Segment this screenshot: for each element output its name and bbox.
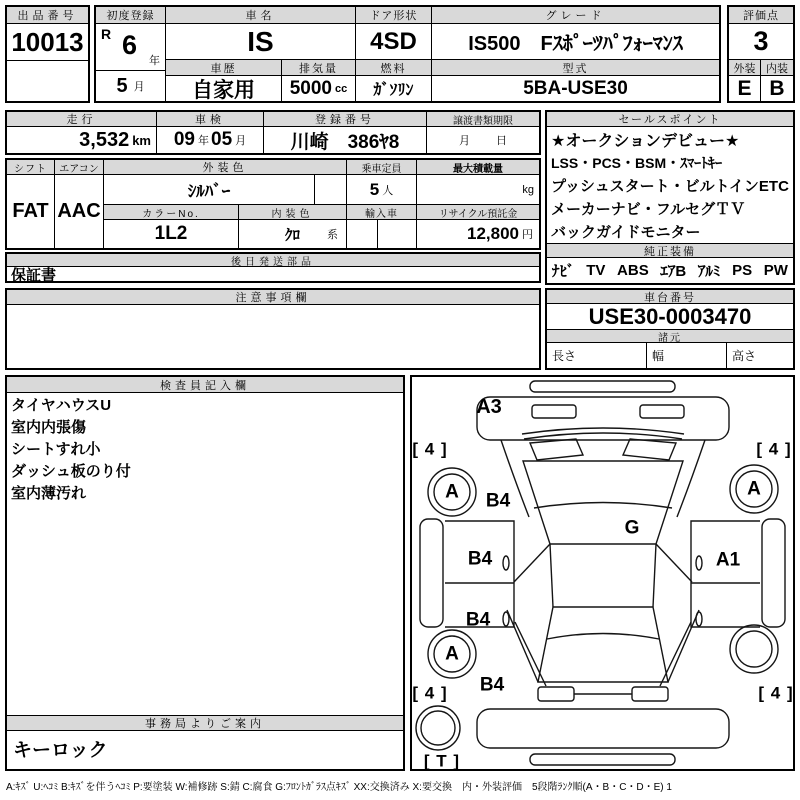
- mileage-row-box: [5, 110, 541, 155]
- shift-value: FAT: [7, 175, 55, 248]
- shaken-cell: [157, 127, 264, 153]
- inspector-note-line: 室内薄汚れ: [11, 485, 87, 502]
- score-box: [727, 5, 795, 103]
- tire-depth-mark-front-left: [ 4 ]: [412, 439, 448, 459]
- grade-value: IS500 Fｽﾎﾟｰﾂﾊﾟﾌｫｰﾏﾝｽ: [432, 24, 719, 60]
- office-notice-title: 事務局よりご案内: [7, 715, 403, 731]
- inspector-note-line: 室内内張傷: [11, 419, 87, 436]
- color-no-value: 1L2: [104, 220, 239, 248]
- car-name-label: 車名: [166, 7, 356, 24]
- exterior-color-value: ｼﾙﾊﾞｰ: [104, 175, 315, 205]
- mileage-unit: km: [132, 132, 151, 148]
- caution-notes-value: [7, 305, 539, 368]
- equipment-items: [547, 258, 793, 283]
- interior-color-cell: [239, 220, 347, 248]
- capacity-cell: [347, 175, 417, 205]
- registration-number-label: 登録番号: [264, 112, 427, 127]
- tire-depth-mark-rear-right: [ 4 ]: [758, 683, 794, 703]
- first-registration-year-cell: [96, 24, 166, 71]
- exterior-color-subcell: [315, 175, 347, 205]
- damage-mark-wheel-front-left: A: [445, 481, 459, 503]
- shaken-label: 車検: [157, 112, 264, 127]
- inspector-note-line: ダッシュ板のり付: [11, 463, 131, 480]
- interior-color-value: ｸﾛ: [284, 226, 300, 244]
- damage-legend: A:ｷｽﾞ U:ﾍｺﾐ B:ｷｽﾞを伴うﾍｺﾐ P:要塗装 W:補修跡 S:錆 C:腐食 G:ﾌﾛﾝﾄｶﾞﾗｽ点ｷｽﾞ XX:交換済み X:要交換 内・外装評価 5段階ﾗﾝｸ順(A・B・C・D・E) 1: [6, 782, 672, 793]
- interior-grade-value: B: [769, 76, 785, 100]
- car-name-value: IS: [166, 24, 356, 60]
- year-unit: 年: [149, 55, 160, 67]
- max-load-unit: kg: [522, 183, 534, 196]
- displacement-unit: cc: [335, 82, 348, 95]
- model-code-label: 型式: [432, 60, 719, 76]
- exterior-grade-label: 外装: [729, 60, 761, 76]
- chassis-title: 車台番号: [547, 290, 793, 304]
- recycle-deposit-value: 12,800: [467, 224, 519, 243]
- color-no-label: カラーNo.: [104, 205, 239, 220]
- history-value: 自家用: [166, 76, 282, 101]
- vehicle-header-table: [94, 5, 721, 103]
- first-registration-label: 初度登録: [96, 7, 166, 24]
- length-label: 長さ: [547, 343, 647, 368]
- import-car-cell: [347, 220, 417, 248]
- damage-mark-door-front-right: A1: [715, 549, 741, 571]
- door-shape-label: ドア形状: [356, 7, 432, 24]
- shaken-month: 05: [211, 129, 233, 150]
- tire-depth-mark-front-right: [ 4 ]: [756, 439, 792, 459]
- shaken-year: 09: [173, 129, 195, 150]
- equipment-item: ｴｱB: [660, 263, 687, 280]
- recycle-deposit-cell: [417, 220, 539, 248]
- spare-tire-mark: [ T ]: [423, 751, 461, 771]
- registration-number-value: 川崎 386ﾔ8: [264, 127, 427, 153]
- aircon-value: AAC: [55, 175, 104, 248]
- equipment-item: ABS: [617, 262, 649, 279]
- sales-point-line: プッシュスタート・ビルトインETC: [551, 178, 789, 195]
- lot-number-label: 出品番号: [7, 7, 88, 24]
- capacity-label: 乗車定員: [347, 160, 417, 175]
- lot-number-value: 10013: [7, 24, 88, 61]
- grade-label: グレード: [432, 7, 719, 24]
- later-parts-value: 保証書: [11, 266, 57, 284]
- first-registration-month: 5: [116, 74, 128, 97]
- equipment-item: PS: [732, 262, 753, 279]
- interior-grade-label: 内装: [761, 60, 793, 76]
- damage-mark-wheel-rear-left: A: [445, 643, 459, 665]
- displacement-label: 排気量: [282, 60, 356, 76]
- sales-point-line: LSS・PCS・BSM・ｽﾏｰﾄｷｰ: [551, 154, 723, 171]
- shift-label: シフト: [7, 160, 55, 175]
- inspector-notes: [11, 395, 399, 713]
- shaken-year-unit: 年: [198, 135, 209, 147]
- model-code-value: 5BA-USE30: [523, 77, 628, 99]
- transfer-deadline-cell: [427, 127, 539, 153]
- damage-mark-front-bumper: A3: [476, 396, 502, 418]
- score-label: 評価点: [729, 7, 793, 24]
- office-notice-value: キーロック: [13, 740, 108, 761]
- door-shape-value: 4SD: [356, 24, 432, 60]
- first-registration-month-cell: [96, 71, 166, 101]
- month-unit: 月: [133, 81, 145, 93]
- equipment-item: PW: [763, 262, 788, 279]
- color-spec-box: [5, 158, 541, 250]
- import-car-label: 輸入車: [347, 205, 417, 220]
- transfer-day-unit: 日: [496, 135, 507, 147]
- history-label: 車歴: [166, 60, 282, 76]
- chassis-value: USE30-0003470: [547, 304, 793, 330]
- sales-point-line: ★オークションデビュー★: [551, 133, 740, 150]
- interior-color-suffix: 系: [327, 229, 338, 241]
- tire-depth-mark-rear-left: [ 4 ]: [412, 683, 448, 703]
- fuel-value: ｶﾞｿﾘﾝ: [356, 76, 432, 101]
- first-registration-year: 6: [122, 30, 138, 60]
- sales-point-line: バックガイドモニター: [551, 224, 701, 241]
- later-parts-title: 後日発送部品: [7, 254, 539, 267]
- caution-notes-box: [5, 288, 541, 370]
- max-load-label: 最大積載量: [417, 160, 539, 175]
- fuel-label: 燃料: [356, 60, 432, 76]
- caution-notes-title: 注意事項欄: [7, 290, 539, 305]
- damage-mark-windshield: G: [624, 517, 640, 539]
- recycle-deposit-label: リサイクル預託金: [417, 205, 539, 220]
- mileage-cell: [7, 127, 157, 153]
- displacement-value: 5000: [289, 77, 333, 99]
- damage-mark-door-rear-left: B4: [465, 609, 491, 631]
- displacement-cell: [282, 76, 356, 101]
- exterior-grade-value: E: [729, 76, 761, 101]
- chassis-box: [545, 288, 795, 370]
- equipment-item: TV: [586, 262, 606, 279]
- equipment-title: 純正装備: [547, 243, 793, 258]
- damage-diagram-box: [410, 375, 795, 771]
- exterior-color-label: 外装色: [104, 160, 347, 175]
- max-load-cell: [417, 175, 539, 205]
- height-label: 高さ: [732, 349, 757, 363]
- width-label: 幅: [647, 343, 727, 368]
- shaken-month-unit: 月: [235, 135, 247, 147]
- inspector-note-line: タイヤハウスU: [11, 397, 112, 414]
- car-top-view-diagram: [412, 377, 793, 769]
- mileage-value: 3,532: [79, 128, 130, 151]
- inspector-note-line: シートすれ小: [11, 441, 101, 458]
- later-parts-box: [5, 252, 541, 283]
- sales-point-line: メーカーナビ・フルセグＴＶ: [551, 201, 746, 218]
- aircon-label: エアコン: [55, 160, 104, 175]
- equipment-item: ｱﾙﾐ: [697, 263, 721, 280]
- recycle-deposit-unit: 円: [522, 229, 533, 241]
- damage-mark-quarter-rear-left: B4: [479, 674, 505, 696]
- sales-points-box: [545, 110, 795, 285]
- capacity-unit: 人: [382, 184, 394, 197]
- interior-color-label: 内装色: [239, 205, 347, 220]
- inspector-box: [5, 375, 405, 771]
- damage-mark-door-front-left: B4: [467, 548, 493, 570]
- damage-mark-fender-front-left: B4: [485, 490, 511, 512]
- inspector-title: 検査員記入欄: [7, 377, 403, 393]
- capacity-value: 5: [369, 179, 380, 199]
- transfer-month-unit: 月: [459, 135, 470, 147]
- dimensions-title: 諸元: [547, 330, 793, 343]
- damage-mark-wheel-front-right: A: [747, 478, 761, 500]
- lot-number-box: [5, 5, 90, 103]
- era-letter: R: [101, 26, 112, 42]
- equipment-item: ﾅﾋﾞ: [552, 263, 575, 280]
- import-car-divider: [377, 220, 378, 248]
- transfer-deadline-label: 譲渡書類期限: [427, 112, 539, 127]
- sales-points-title: セールスポイント: [547, 112, 793, 127]
- mileage-label: 走行: [7, 112, 157, 127]
- score-value: 3: [729, 24, 793, 60]
